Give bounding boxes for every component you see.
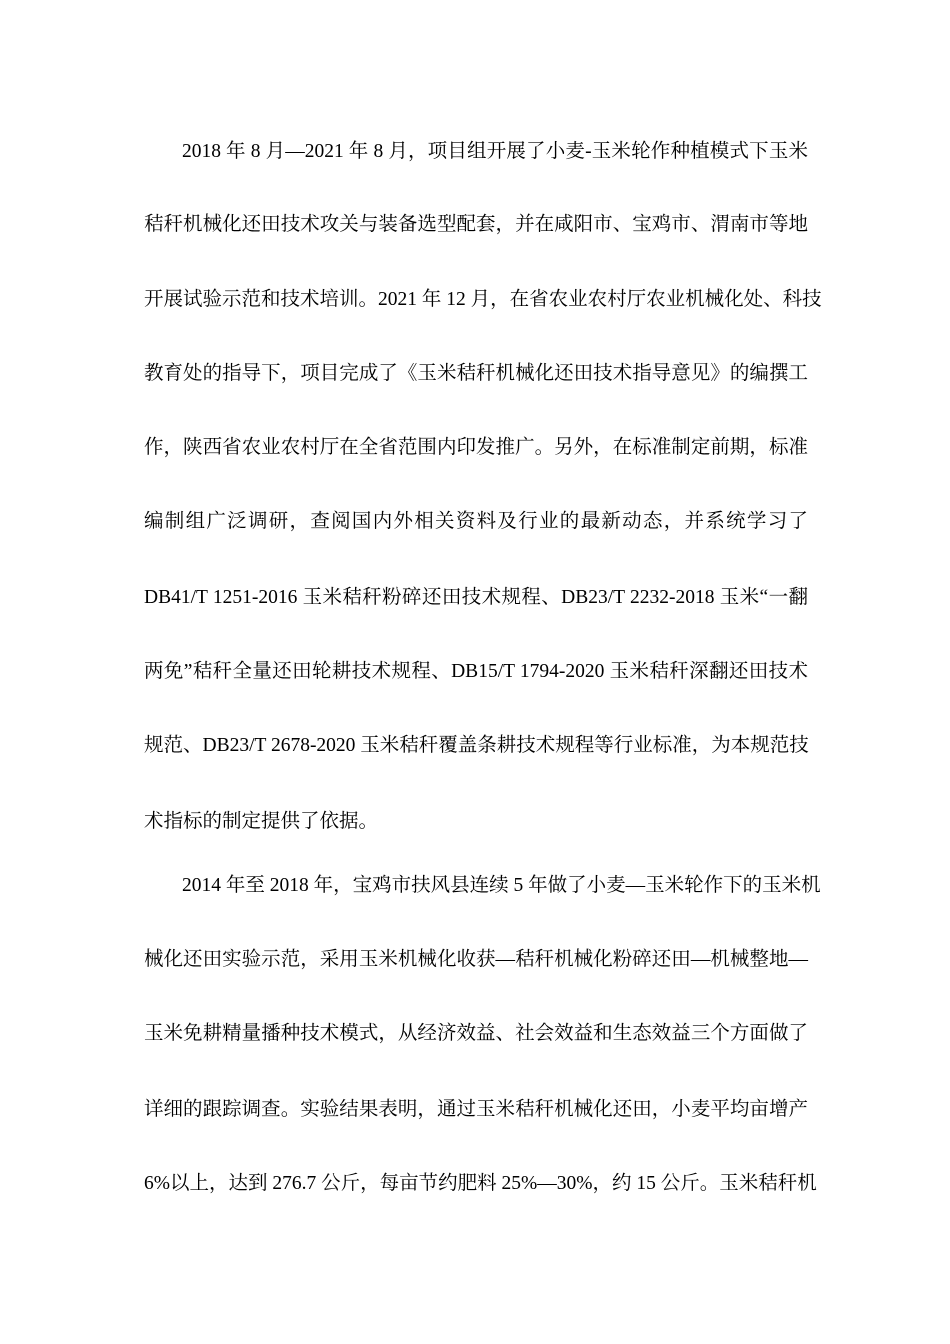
paragraph-line: 作，陕西省农业农村厅在全省范围内印发推广。另外，在标准制定前期，标准: [144, 437, 808, 458]
paragraph-line: 秸秆机械化还田技术攻关与装备选型配套，并在咸阳市、宝鸡市、渭南市等地: [144, 214, 808, 235]
paragraph-line: 2018 年 8 月—2021 年 8 月，项目组开展了小麦-玉米轮作种植模式下玉米: [182, 141, 808, 162]
paragraph-line: 开展试验示范和技术培训。2021 年 12 月，在省农业农村厅农业机械化处、科技: [144, 289, 822, 310]
paragraph-line: 教育处的指导下，项目完成了《玉米秸秆机械化还田技术指导意见》的编撰工: [144, 363, 808, 384]
paragraph-line: 两免”秸秆全量还田轮耕技术规程、DB15/T 1794-2020 玉米秸秆深翻还田技术: [144, 661, 808, 682]
paragraph-line: 编制组广泛调研，查阅国内外相关资料及行业的最新动态，并系统学习了: [144, 511, 808, 532]
paragraph-line: 械化还田实验示范，采用玉米机械化收获—秸秆机械化粉碎还田—机械整地—: [144, 949, 808, 970]
paragraph-line: 玉米免耕精量播种技术模式，从经济效益、社会效益和生态效益三个方面做了: [144, 1023, 808, 1044]
paragraph-line: 详细的跟踪调查。实验结果表明，通过玉米秸秆机械化还田，小麦平均亩增产: [144, 1099, 808, 1120]
paragraph-line: 术指标的制定提供了依据。: [144, 811, 379, 832]
paragraph-line: DB41/T 1251-2016 玉米秸秆粉碎还田技术规程、DB23/T 2232-2018 玉米“一翻: [144, 587, 808, 608]
paragraph-line: 规范、DB23/T 2678-2020 玉米秸秆覆盖条耕技术规程等行业标准，为本规范技: [144, 735, 809, 756]
paragraph-line: 6%以上，达到 276.7 公斤，每亩节约肥料 25%—30%，约 15 公斤。玉米秸秆机: [144, 1173, 817, 1194]
paragraph-line: 2014 年至 2018 年，宝鸡市扶风县连续 5 年做了小麦—玉米轮作下的玉米机: [182, 875, 821, 896]
